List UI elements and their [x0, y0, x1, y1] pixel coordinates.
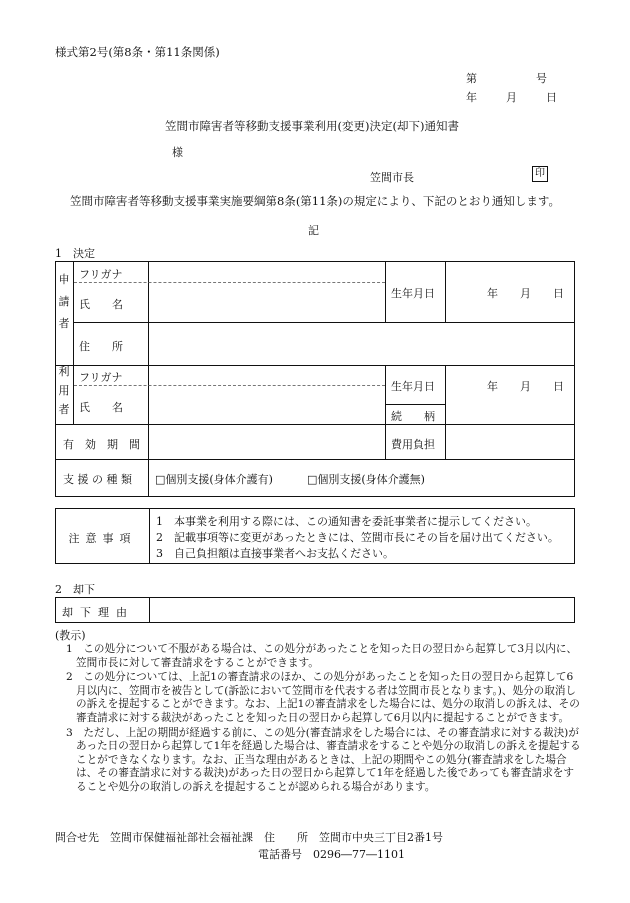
table-border	[55, 261, 575, 262]
support-type-label: 支 援 の 種 類	[63, 473, 132, 486]
col-divider	[445, 365, 446, 459]
applicant-furigana-label: フリガナ	[79, 268, 123, 281]
instruction-item: 2 この処分については、上記1の審査請求のほか、この処分があったことを知った日の翌日から起算して6月以内に、笠間市を被告として(訴訟において笠間市を代表する者は笠間市長となります。)、処分の取消しの訴えを提起することができます。なお、上記1の審査請求をした場合には、処分の取消しの訴えは、その審査請求に対する裁決があったことを知った日の翌日から起算して6月以内に提起することができます。	[66, 671, 580, 724]
relation-label: 続 柄	[391, 410, 435, 423]
user-label: 利 用 者	[58, 365, 70, 416]
year-label: 年	[466, 91, 477, 104]
col-divider	[148, 261, 149, 496]
rejection-box	[55, 597, 575, 623]
notes-list	[156, 514, 559, 562]
col-divider	[445, 261, 446, 322]
note-item: 2 記載事項等に変更があったときには、笠間市長にその旨を届け出てください。	[156, 531, 559, 544]
decision-table	[55, 261, 575, 497]
note-item: 3 自己負担額は直接事業者へお支払ください。	[156, 547, 394, 560]
row-divider	[55, 424, 575, 425]
document-number-line	[466, 70, 546, 86]
intro-text: 笠間市障害者等移動支援事業実施要綱第8条(第11条)の規定により、下記のとおり通知します。	[70, 194, 560, 208]
support-option-with-care[interactable]: □個別支援(身体介護有)	[155, 473, 273, 486]
section-decision-heading: 1 決定	[55, 247, 95, 260]
note-item: 1 本事業を利用する際には、この通知書を委託事業者に提示してください。	[156, 515, 537, 528]
col-divider	[385, 365, 386, 459]
section-rejection-heading: 2 却下	[55, 583, 95, 596]
month-label: 月	[506, 91, 517, 104]
user-birthdate-value: 年 月 日	[487, 380, 564, 393]
instruction-item: 3 ただし、上記の期間が経過する前に、この処分(審査請求をした場合には、その審査請求に対する裁決)があった日の翌日から起算して1年を経過した場合は、審査請求をすることや処分の取消しの訴えを提起することができなくなります。なお、正当な理由があるときは、上記の期間やこの処分(審査請求をした場合は、その審査請求に対する裁決)があった日の翌日から起算して1年を経過した後であっても審査請求をすることや処分の取消しの訴えを提起することが認められる場合があります。	[66, 726, 581, 793]
applicant-birthdate-label: 生年月日	[391, 287, 435, 300]
instruction-heading: (教示)	[55, 629, 86, 642]
col-divider	[73, 261, 74, 424]
ki-heading: 記	[308, 224, 319, 237]
day-label: 日	[546, 91, 557, 104]
user-birthdate-label: 生年月日	[391, 380, 435, 393]
cost-label: 費用負担	[391, 438, 435, 451]
seal-mark: 印	[532, 166, 548, 182]
notes-box	[55, 508, 575, 564]
contact-phone: 電話番号 0296―77―1101	[258, 848, 405, 861]
rejection-divider	[149, 598, 150, 622]
row-divider	[55, 365, 575, 366]
contact-line: 問合せ先 笠間市保健福祉部社会福祉課 住 所 笠間市中央三丁目2番1号	[55, 831, 443, 844]
issuer-name: 笠間市長	[370, 171, 414, 184]
number-prefix: 第	[466, 72, 477, 85]
instruction-item: 1 この処分について不服がある場合は、この処分があったことを知った日の翌日から起算して3月以内に、笠間市長に対して審査請求をすることができます。	[66, 643, 578, 669]
applicant-birthdate-value: 年 月 日	[487, 287, 564, 300]
user-name-label: 氏 名	[79, 401, 123, 414]
table-border	[55, 261, 56, 497]
addressee-suffix: 様	[172, 146, 183, 159]
table-border	[574, 261, 575, 497]
document-title: 笠間市障害者等移動支援事業利用(変更)決定(却下)通知書	[165, 119, 459, 133]
notes-label: 注意事項	[68, 532, 137, 545]
notes-divider	[149, 509, 150, 563]
form-number: 様式第2号(第8条・第11条関係)	[55, 45, 220, 59]
furigana-divider	[74, 282, 385, 283]
user-furigana-label: フリガナ	[79, 371, 123, 384]
applicant-address-label: 住 所	[79, 340, 123, 353]
applicant-label: 申 請 者	[58, 273, 70, 330]
validity-label: 有 効 期 間	[63, 438, 140, 451]
furigana-divider	[74, 385, 385, 386]
number-suffix: 号	[536, 72, 547, 85]
issue-date-line	[466, 89, 557, 105]
row-divider	[385, 404, 445, 405]
rejection-reason-label: 却下理由	[62, 606, 134, 619]
support-option-without-care[interactable]: □個別支援(身体介護無)	[307, 473, 425, 486]
instruction-body	[66, 643, 582, 796]
row-divider	[55, 459, 575, 460]
applicant-name-label: 氏 名	[79, 298, 123, 311]
table-border	[55, 496, 575, 497]
col-divider	[385, 261, 386, 322]
